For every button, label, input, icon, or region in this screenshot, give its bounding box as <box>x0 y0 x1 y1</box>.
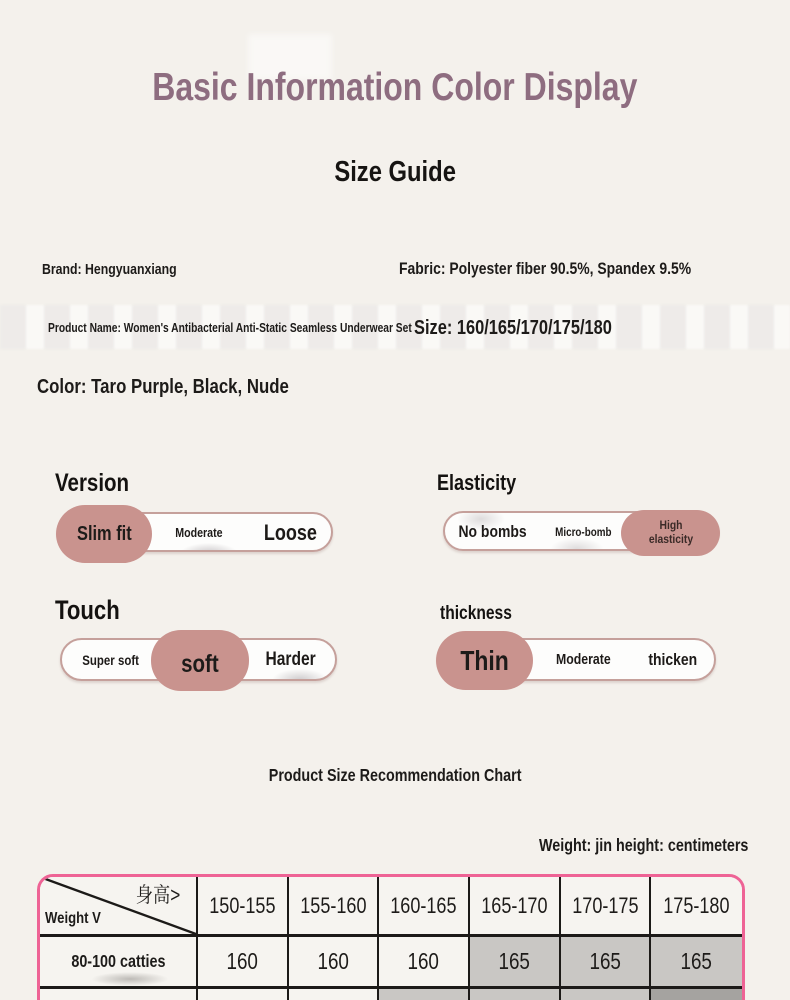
table-partial-row <box>40 989 742 1000</box>
partial-cell <box>40 989 198 1000</box>
size-value-cell: 160 <box>379 937 470 986</box>
size-value-cell: 160 <box>289 937 380 986</box>
size-text: Size: 160/165/170/175/180 <box>414 317 612 339</box>
color-text: Color: Taro Purple, Black, Nude <box>37 375 289 398</box>
corner-height-label: 身高> <box>135 884 180 907</box>
version-option-loose[interactable]: Loose <box>263 520 317 545</box>
size-value-cell-highlighted: 165 <box>470 937 561 986</box>
touch-option-soft[interactable]: soft <box>151 630 249 691</box>
column-header: 165-170 <box>470 877 561 934</box>
corner-weight-label: Weight V <box>45 910 101 927</box>
elasticity-slider <box>443 511 719 551</box>
version-slider <box>57 512 333 552</box>
touch-label: Touch <box>55 595 120 625</box>
partial-cell <box>470 989 561 1000</box>
thickness-option-moderate[interactable]: Moderate <box>555 651 611 668</box>
elasticity-option-high-elasticity[interactable]: High elasticity <box>621 510 720 556</box>
page-title-text: Basic Information Color Display <box>152 66 638 109</box>
touch-slider <box>60 638 337 681</box>
version-option-slim-fit[interactable]: Slim fit <box>56 505 152 563</box>
table-row <box>40 937 742 989</box>
partial-cell <box>379 989 470 1000</box>
thickness-option-thicken[interactable]: thicken <box>648 650 698 669</box>
size-recommendation-table <box>37 874 745 1000</box>
brand-text: Brand: Hengyuanxiang <box>42 261 177 278</box>
size-guide-heading <box>0 156 790 189</box>
column-header: 150-155 <box>198 877 289 934</box>
size-value-cell-highlighted: 165 <box>651 937 742 986</box>
row-label: 80-100 catties <box>40 937 198 986</box>
version-label: Version <box>55 469 130 497</box>
touch-option-harder[interactable]: Harder <box>265 649 317 670</box>
size-value-cell: 160 <box>198 937 289 986</box>
fabric-text: Fabric: Polyester fiber 90.5%, Spandex 9.5% <box>399 259 692 278</box>
partial-cell <box>289 989 380 1000</box>
elasticity-label: Elasticity <box>437 470 517 495</box>
thickness-slider <box>437 638 716 681</box>
size-guide-text: Size Guide <box>334 156 456 188</box>
column-header: 170-175 <box>561 877 652 934</box>
table-header-row <box>40 877 742 937</box>
partial-cell <box>651 989 742 1000</box>
page-title <box>0 66 790 110</box>
elasticity-option-micro-bomb[interactable]: Micro-bomb <box>554 525 612 539</box>
table-corner-cell <box>40 877 198 934</box>
partial-cell <box>561 989 652 1000</box>
size-chart-title: Product Size Recommendation Chart <box>268 765 522 785</box>
column-header: 155-160 <box>289 877 380 934</box>
touch-option-super-soft[interactable]: Super soft <box>82 652 140 668</box>
size-value-cell-highlighted: 165 <box>561 937 652 986</box>
column-header: 160-165 <box>379 877 470 934</box>
thickness-option-thin[interactable]: Thin <box>436 631 533 690</box>
version-option-moderate[interactable]: Moderate <box>175 525 223 540</box>
product-name-text: Product Name: Women's Antibacterial Anti-Static Seamless Underwear Set <box>48 321 412 335</box>
thickness-label: thickness <box>440 603 512 624</box>
units-note: Weight: jin height: centimeters <box>538 835 748 855</box>
column-header: 175-180 <box>651 877 742 934</box>
elasticity-option-no-bombs[interactable]: No bombs <box>458 522 528 541</box>
partial-cell <box>198 989 289 1000</box>
